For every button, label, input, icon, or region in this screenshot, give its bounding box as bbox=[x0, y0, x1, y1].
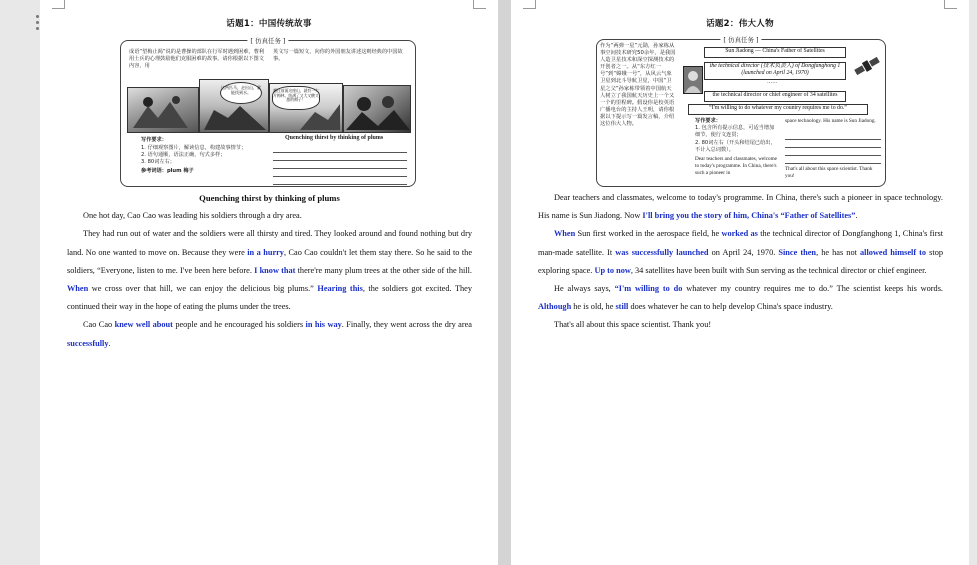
highlighted-phrase: “I'm willing to do bbox=[614, 284, 683, 294]
comic-panel-1 bbox=[127, 87, 199, 133]
reference-vocab: 参考词语：plum 梅子 bbox=[141, 168, 194, 174]
essay-title: Quenching thirst by thinking of plums bbox=[199, 193, 340, 203]
essay-body bbox=[67, 189, 472, 353]
writing-lines bbox=[273, 145, 407, 185]
essay-heading: Quenching thirst by thinking of plums bbox=[285, 135, 384, 141]
info-box-engineer: the technical director or chief engineer of 34 satellites bbox=[704, 91, 846, 102]
text-run: on April 24, 1970. bbox=[708, 247, 779, 257]
info-box-quote: “I'm willing to do whatever my country requires me to do.” bbox=[688, 104, 868, 115]
prompt-text: 作为“两弹一星”元勋，孙家栋从事空间技术研究50余年，是我国人造卫星技术和深空探测技术的开创者之一。从“东方红一号”到“嫦娥一号”，从风云气象卫星到北斗导航卫星，中国“卫星之父”孙家栋带领着中国航天人树立了我国航天历史上一个又一个的里程碑。假设你是校英语广播电台的主持人王明，请你根据以下提示写一篇发言稿，介绍这位伟大人物。 bbox=[600, 43, 676, 128]
speech-bubble-2: 翻过前面这座山，就有一大片梅林，结满了又大又酸又甜的梅子！ bbox=[272, 86, 320, 110]
left-margin bbox=[0, 0, 40, 565]
writing-req-2: 2. 80词左右（开头和结尾已给出，不计入总词数）。 bbox=[695, 140, 776, 153]
paragraph bbox=[538, 189, 943, 225]
right-margin bbox=[969, 0, 977, 565]
text-run: Dear teachers and classmates, welcome to today's programme. In China, there's such a pioneer in space technology. His name is Sun Jiadong. Now bbox=[538, 193, 943, 221]
text-run: Sun first worked in the aerospace field, he bbox=[575, 229, 722, 239]
writing-req-3: 3. 80词左右； bbox=[141, 159, 175, 165]
ellipsis: …… bbox=[767, 79, 778, 85]
writing-req-2: 2. 语句通顺，语法正确，句式多样； bbox=[141, 152, 226, 158]
text-run: Cao Cao bbox=[83, 320, 115, 330]
writing-lines bbox=[785, 132, 881, 164]
highlighted-phrase: still bbox=[615, 302, 629, 312]
text-run: , 34 satellites have been built with Sun serving as the technical director or chief engineer. bbox=[630, 265, 927, 275]
writing-req-label: 写作要求： bbox=[695, 118, 721, 124]
highlighted-phrase: Hearing this bbox=[317, 284, 363, 294]
writing-req-1: 1. 仔细观察图片，解读信息，构建故事情节； bbox=[141, 145, 247, 151]
text-run: , the soldiers got excited. They continued their way in the hope of eating the plums under the trees. bbox=[67, 284, 472, 312]
opening-hint: Dear teachers and classmates, welcome to today's programme. In China, there's such a pioneer in bbox=[695, 156, 777, 176]
prompt-text-left: 成语“望梅止渴”说的是曹操的部队在行军时遇到困难，曹利用士兵的心理鼓励他们克服困难的故事。请你根据以下图文内容，用 bbox=[129, 49, 265, 69]
highlighted-phrase: successfully bbox=[67, 338, 109, 348]
paragraph bbox=[538, 316, 943, 334]
text-run: , Cao Cao couldn't let them stay there. So he said to the soldiers, “Everyone, listen to me. I've been here before. bbox=[67, 247, 473, 275]
satellite-icon bbox=[853, 52, 881, 80]
topic-heading: 话题2：伟大人物 bbox=[706, 19, 774, 29]
text-run: They had run out of water and the soldiers were all thirsty and tired. They looked around and found nothing but dry land. No one wanted to move on. Because they were bbox=[67, 229, 472, 257]
portrait-photo bbox=[683, 66, 703, 94]
topic-heading: 话题1：中国传统故事 bbox=[226, 19, 312, 29]
text-run: . Finally, they went across the dry area bbox=[341, 320, 472, 330]
crop-mark bbox=[473, 0, 486, 9]
paragraph bbox=[67, 207, 472, 225]
crop-mark bbox=[52, 0, 65, 9]
highlighted-phrase: Although bbox=[538, 302, 572, 312]
writing-req-1: 1. 包含所有提示信息，可适当增加细节，使行文连贯； bbox=[695, 125, 775, 138]
text-run: He always says, bbox=[554, 284, 615, 294]
crop-mark bbox=[523, 0, 536, 9]
highlighted-phrase: in a hurry bbox=[247, 247, 284, 257]
text-run: does whatever he can to help develop China's space industry. bbox=[628, 302, 833, 312]
highlighted-phrase: When bbox=[554, 229, 576, 239]
highlighted-phrase: knew well about bbox=[114, 320, 173, 330]
crop-mark bbox=[944, 0, 957, 9]
writing-req-label: 写作要求： bbox=[141, 137, 167, 143]
comic-panel-3 bbox=[269, 83, 343, 133]
text-run: he is old, he bbox=[571, 302, 616, 312]
highlighted-phrase: When bbox=[67, 284, 89, 294]
highlighted-phrase: Since then bbox=[778, 247, 817, 257]
info-box-director: the technical director (技术负责人) of Dongfanghong 1 (launched on April 24, 1970) bbox=[704, 62, 846, 80]
text-run: , he has not bbox=[816, 247, 860, 257]
highlighted-phrase: in his way bbox=[305, 320, 342, 330]
task-label: [ 仿真任务 ] bbox=[720, 35, 761, 44]
text-run: One hot day, Cao Cao was leading his soldiers through a dry area. bbox=[83, 211, 302, 221]
text-run: there're many plum trees at the other side of the hill. bbox=[295, 265, 472, 275]
info-box-title: Sun Jiadong — China's Father of Satellites bbox=[704, 47, 846, 58]
text-run: . bbox=[108, 338, 111, 348]
paragraph bbox=[538, 280, 943, 316]
highlighted-phrase: Up to now bbox=[594, 265, 631, 275]
task-box bbox=[596, 36, 886, 187]
text-run: people and he encouraged his soldiers bbox=[172, 320, 306, 330]
paragraph bbox=[67, 225, 472, 316]
prompt-text-right: 英文写一篇短文，向你的外国朋友讲述这则经典的中国故事。 bbox=[273, 49, 403, 62]
right-hint-end: That's all about this space scientist. Thank you! bbox=[785, 166, 873, 179]
task-label: [ 仿真任务 ] bbox=[247, 36, 288, 45]
page-gap bbox=[498, 0, 511, 565]
task-box bbox=[120, 37, 416, 187]
text-run: That's all about this space scientist. Thank you! bbox=[554, 320, 712, 330]
speech-bubble-1: 这两匹马，走出山，就能找到水。 bbox=[220, 82, 262, 104]
text-run: . bbox=[855, 211, 858, 221]
paragraph bbox=[538, 225, 943, 280]
speech-body bbox=[538, 189, 943, 335]
comic-panel-2 bbox=[199, 79, 269, 133]
document-page-2 bbox=[511, 0, 969, 565]
text-run: stop exploring space. bbox=[538, 247, 943, 275]
text-run: whatever my country requires me to do.” The scientist keeps his words. bbox=[682, 284, 943, 294]
highlighted-phrase: allowed himself to bbox=[859, 247, 927, 257]
text-run: we cross over that hill, we can enjoy the delicious big plums.” bbox=[88, 284, 318, 294]
highlighted-phrase: I'll bring you the story of him, China's “Father of Satellites” bbox=[642, 211, 856, 221]
highlighted-phrase: I know that bbox=[254, 265, 296, 275]
highlighted-phrase: was successfully launched bbox=[615, 247, 709, 257]
comic-panel-4 bbox=[343, 85, 411, 133]
text-run: the technical director of Dongfanghong 1, China's first man-made satellite. It bbox=[538, 229, 943, 257]
highlighted-phrase: worked as bbox=[721, 229, 758, 239]
paragraph bbox=[67, 316, 472, 352]
document-page-1 bbox=[40, 0, 498, 565]
right-hint-start: space technology. His name is Sun Jiadong. bbox=[785, 118, 876, 124]
